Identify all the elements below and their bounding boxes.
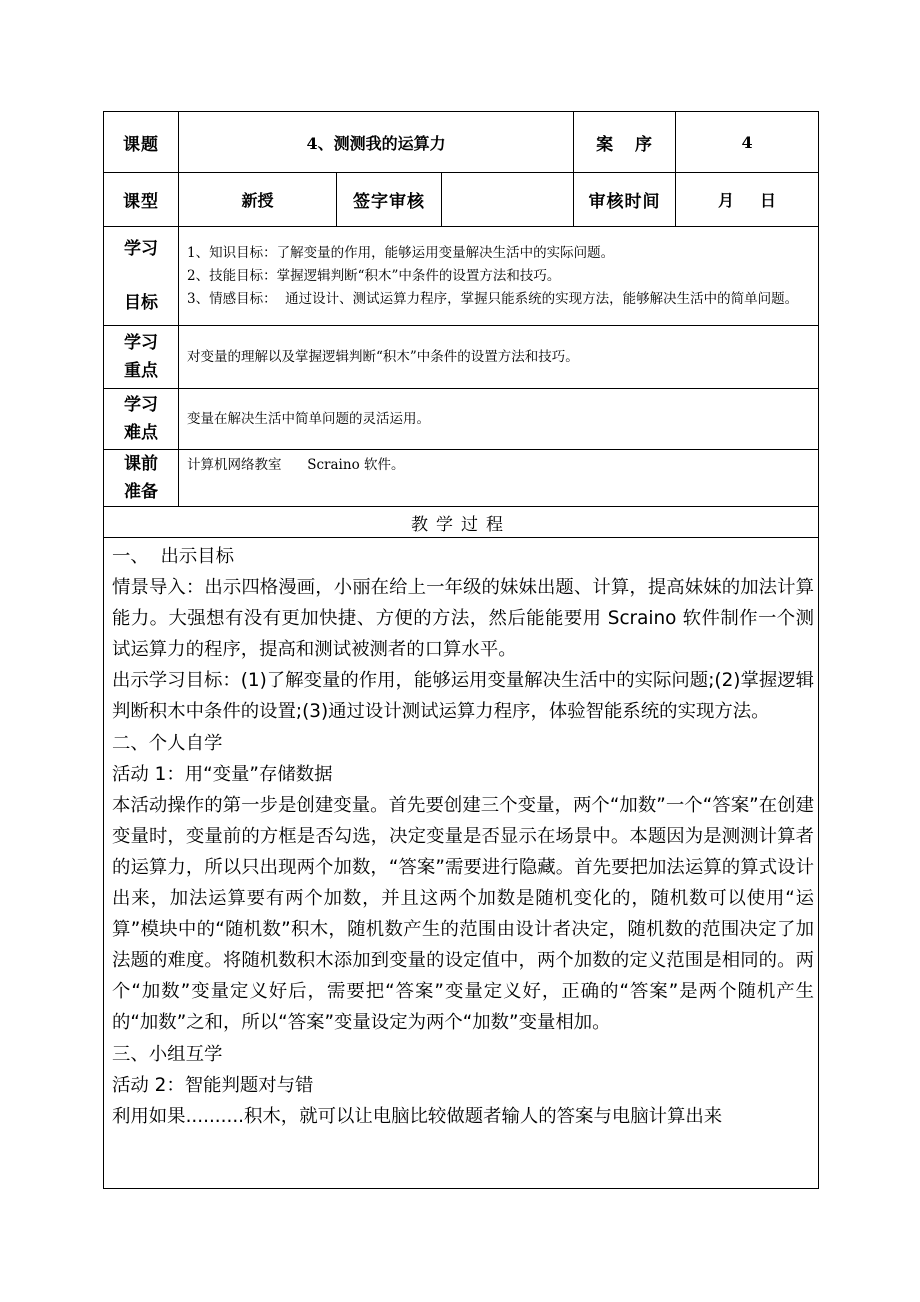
difficulties-label-bottom: 难点 bbox=[124, 423, 158, 443]
case-value: 4 bbox=[676, 112, 819, 173]
process-activity-1-title: 活动 1：用“变量”存储数据 bbox=[112, 763, 333, 785]
goals-label-top: 学习 bbox=[124, 239, 158, 259]
lesson-plan-table bbox=[103, 111, 819, 1189]
process-paragraph-objectives: 出示学习目标：(1)了解变量的作用，能够运用变量解决生活中的实际问题;(2)掌握逻辑判断积木中条件的设置;(3)通过设计测试运算力程序，体验智能系统的实现方法。 bbox=[112, 670, 815, 723]
key-points-label-top: 学习 bbox=[124, 333, 158, 353]
preparation-label bbox=[104, 450, 179, 507]
goal-line-2: 2、技能目标：掌握逻辑判断“积木”中条件的设置方法和技巧。 bbox=[187, 267, 561, 284]
process-heading-1: 一、 出示目标 bbox=[112, 546, 235, 567]
key-points-row bbox=[104, 326, 819, 389]
sign-value bbox=[442, 173, 574, 227]
lesson-plan-sheet bbox=[103, 111, 818, 1189]
topic-row bbox=[104, 112, 819, 173]
process-title-row bbox=[104, 507, 819, 538]
process-title: 教学过程 bbox=[104, 507, 819, 538]
difficulties-content: 变量在解决生活中简单问题的灵活运用。 bbox=[179, 389, 819, 450]
process-activity-2-body: 利用如果..........积木，就可以让电脑比较做题者输人的答案与电脑计算出来 bbox=[112, 1105, 723, 1127]
process-activity-2-title: 活动 2：智能判题对与错 bbox=[112, 1074, 314, 1096]
goals-content bbox=[179, 227, 819, 326]
goals-label bbox=[104, 227, 179, 326]
process-paragraph-intro: 情景导入：出示四格漫画，小丽在给上一年级的妹妹出题、计算，提高妹妹的加法计算能力。大强想有没有更加快捷、方便的方法，然后能能要用 Scraino 软件制作一个测试运算力的程序，提高和测试被测者的口算水平。 bbox=[112, 577, 815, 661]
process-row bbox=[104, 538, 819, 1189]
review-time-value bbox=[676, 173, 819, 227]
type-value: 新授 bbox=[179, 173, 337, 227]
review-day: 日 bbox=[760, 191, 777, 210]
key-points-content: 对变量的理解以及掌握逻辑判断“积木”中条件的设置方法和技巧。 bbox=[179, 326, 819, 389]
process-activity-1-body: 本活动操作的第一步是创建变量。首先要创建三个变量，两个“加数”一个“答案”在创建变量时，变量前的方框是否勾选，决定变量是否显示在场景中。本题因为是测测计算者的运算力，所以只出现两个加数，“答案”需要进行隐藏。首先要把加法运算的算式设计出来，加法运算要有两个加数，并且这两个加数是随机变化的，随机数可以使用“运算”模块中的“随机数”积木，随机数产生的范围由设计者决定，随机数的范围决定了加法题的难度。将随机数积木添加到变量的设定值中，两个加数的定义范围是相同的。两个“加数”变量定义好后，需要把“答案”变量定义好，正确的“答案”是两个随机产生的“加数”之和，所以“答案”变量设定为两个“加数”变量相加。 bbox=[112, 794, 815, 1034]
difficulties-label bbox=[104, 389, 179, 450]
type-row bbox=[104, 173, 819, 227]
preparation-label-top: 课前 bbox=[124, 454, 158, 474]
sign-label: 签字审核 bbox=[337, 173, 442, 227]
type-label: 课型 bbox=[104, 173, 179, 227]
key-points-label bbox=[104, 326, 179, 389]
process-heading-2: 二、个人自学 bbox=[112, 732, 223, 754]
difficulties-row bbox=[104, 389, 819, 450]
topic-value: 4、测测我的运算力 bbox=[179, 112, 574, 173]
case-label-text: 案 序 bbox=[596, 134, 653, 155]
goal-line-3: 3、情感目标： 通过设计、测试运算力程序，掌握只能系统的实现方法，能够解决生活中的简单问题。 bbox=[187, 290, 799, 307]
review-month: 月 bbox=[718, 191, 735, 210]
key-points-label-bottom: 重点 bbox=[124, 361, 158, 381]
goals-label-bottom: 目标 bbox=[124, 293, 158, 313]
preparation-content: 计算机网络教室 Scraino 软件。 bbox=[179, 450, 819, 507]
process-content bbox=[104, 538, 819, 1189]
preparation-row bbox=[104, 450, 819, 507]
process-heading-3: 三、小组互学 bbox=[112, 1043, 223, 1065]
goal-line-1: 1、知识目标：了解变量的作用，能够运用变量解决生活中的实际问题。 bbox=[187, 244, 615, 261]
topic-label: 课题 bbox=[104, 112, 179, 173]
preparation-label-bottom: 准备 bbox=[124, 482, 158, 502]
case-label bbox=[574, 112, 676, 173]
difficulties-label-top: 学习 bbox=[124, 395, 158, 415]
review-time-label: 审核时间 bbox=[574, 173, 676, 227]
goals-row bbox=[104, 227, 819, 326]
